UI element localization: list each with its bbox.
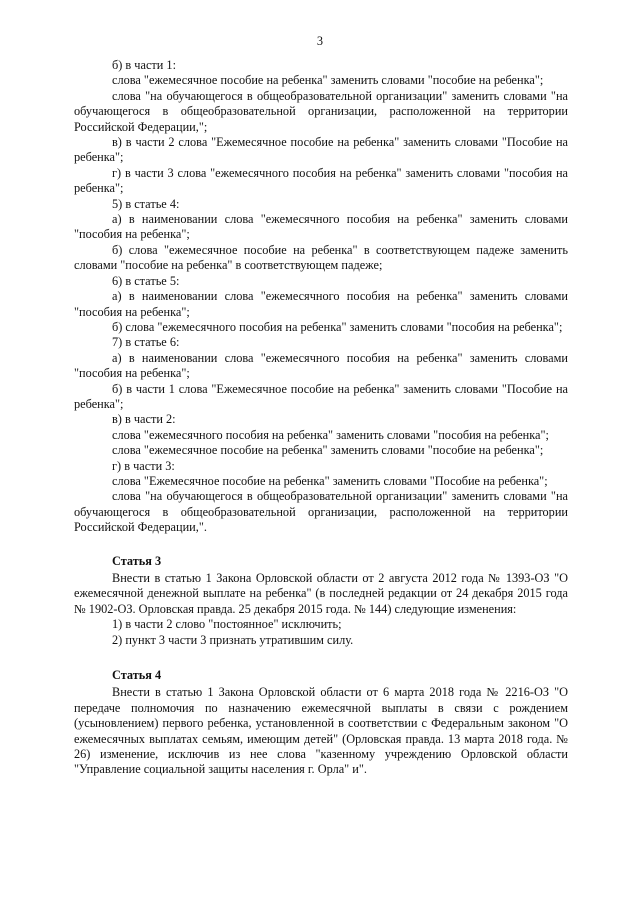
article-3-paragraph: 2) пункт 3 части 3 признать утратившим силу. [112, 632, 354, 647]
paragraph: г) в части 3: [112, 458, 175, 473]
paragraph: 5) в статье 4: [112, 196, 180, 211]
page-number: 3 [316, 34, 324, 48]
paragraph: в) в части 2: [112, 412, 176, 427]
paragraph: слова "ежемесячного пособия на ребенка" заменить словами "пособия на ребенка"; [112, 427, 549, 442]
paragraph: в) в части 2 слова "Ежемесячное пособие на ребенка" заменить словами "Пособие на ребенка"; [74, 135, 568, 165]
paragraph: слова "на обучающегося в общеобразовательной организации" заменить словами "на обучающегося в общеобразовательной организации, расположенной на территории Российской Федерации,". [74, 489, 568, 535]
paragraph: б) в части 1: [112, 58, 177, 72]
article-4-paragraph: Внести в статью 1 Закона Орловской области от 6 марта 2018 года № 2216-ОЗ "О передаче полномочия по назначению ежемесячной выплаты в связи с рождением (усыновлением) первого ребенка, установленной в соответствии с Федеральным законом "О ежемесячных выплатах семьям, имеющим детей" (Орловская правда. 13 марта 2018 года. № 26) изменение, исключив из нее слова "казенному учреждению Орловской области "Управление социальной защиты населения г. Орла" и". [74, 685, 568, 777]
paragraph: б) слова "ежемесячного пособия на ребенка" заменить словами "пособия на ребенка"; [112, 319, 563, 334]
paragraph: б) в части 1 слова "Ежемесячное пособие на ребенка" заменить словами "Пособие на ребенка"; [74, 381, 568, 411]
paragraph: 6) в статье 5: [112, 273, 180, 288]
paragraph: 7) в статье 6: [112, 335, 180, 350]
paragraph: б) слова "ежемесячное пособие на ребенка" в соответствующем падеже заменить словами "пособие на ребенка" в соответствующем падеже; [74, 242, 568, 273]
paragraph: а) в наименовании слова "ежемесячного пособия на ребенка" заменить словами "пособия на ребенка"; [74, 212, 568, 242]
document-body [74, 58, 568, 778]
paragraph: слова "на обучающегося в общеобразовательной организации" заменить словами "на обучающегося в общеобразовательной организации, расположенной на территории Российской Федерации,"; [74, 88, 568, 134]
paragraph: слова "Ежемесячное пособие на ребенка" заменить словами "Пособие на ребенка"; [112, 473, 548, 488]
paragraph: г) в части 3 слова "ежемесячного пособия на ребенка" заменить словами "пособия на ребенка"; [74, 165, 568, 196]
paragraph: слова "ежемесячное пособие на ребенка" заменить словами "пособие на ребенка"; [112, 443, 544, 458]
paragraph: а) в наименовании слова "ежемесячного пособия на ребенка" заменить словами "пособия на ребенка"; [74, 350, 568, 381]
article-3-paragraph: 1) в части 2 слово "постоянное" исключить; [112, 617, 342, 632]
paragraph: слова "ежемесячное пособие на ребенка" заменить словами "пособие на ребенка"; [112, 73, 544, 88]
article-3-paragraph: Внести в статью 1 Закона Орловской области от 2 августа 2012 года № 1393-ОЗ "О ежемесячной денежной выплате на ребенка" (в последней редакции от 24 декабря 2015 года № 1902-ОЗ. Орловская правда. 25 декабря 2015 года. № 144) следующие изменения: [74, 571, 568, 616]
paragraph: а) в наименовании слова "ежемесячного пособия на ребенка" заменить словами "пособия на ребенка"; [74, 289, 568, 319]
article-4-heading: Статья 4 [112, 668, 162, 683]
article-3-heading: Статья 3 [112, 553, 162, 568]
